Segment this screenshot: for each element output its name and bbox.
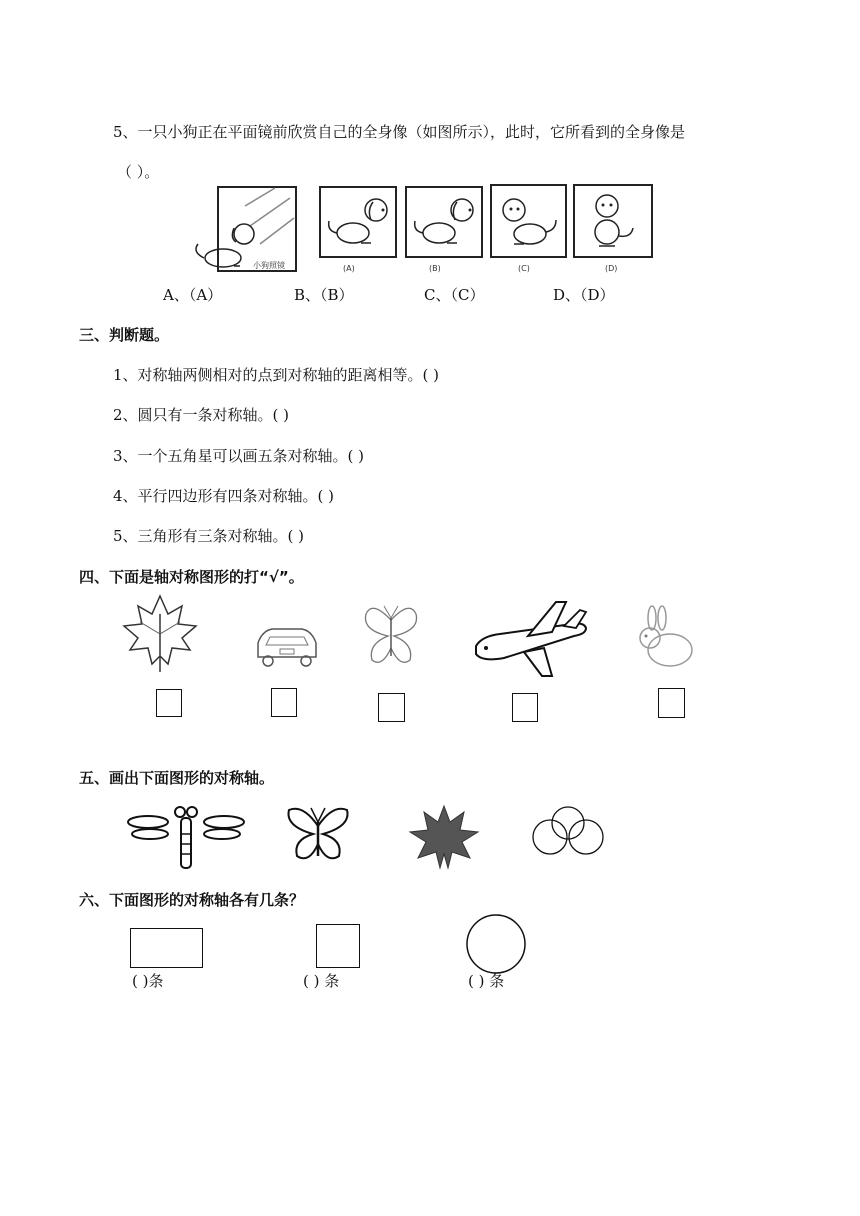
question-5-blank: （ ）。: [117, 163, 160, 181]
option-b[interactable]: B、（B）: [294, 286, 354, 304]
judge-item-3: 3、一个五角星可以画五条对称轴。( ): [113, 447, 365, 465]
judge-item-1: 1、对称轴两侧相对的点到对称轴的距离相等。( ): [113, 366, 440, 384]
checkbox-maple-leaf[interactable]: [156, 689, 182, 717]
option-a[interactable]: A、（A）: [163, 286, 223, 304]
answer-circle: ( ) 条: [468, 972, 505, 990]
checkbox-butterfly[interactable]: [378, 693, 405, 722]
judge-item-2: 2、圆只有一条对称轴。( ): [113, 406, 290, 424]
butterfly-icon: [362, 600, 420, 672]
maple-leaf-icon: [120, 594, 200, 674]
dog-side-icon: [407, 188, 485, 260]
car-icon: [252, 617, 322, 669]
three-circles-icon: [530, 805, 606, 857]
circle-shape: [466, 914, 528, 976]
section-5-title: 五、画出下面图形的对称轴。: [79, 769, 275, 787]
option-d-image: [573, 184, 653, 258]
section-3-title: 三、判断题。: [79, 326, 170, 344]
answer-rectangle: ( )条: [132, 972, 164, 990]
dog-front-icon: [575, 186, 655, 260]
butterfly-icon: [285, 804, 351, 866]
image-label-c: (C): [518, 264, 530, 273]
checkbox-car[interactable]: [271, 688, 297, 717]
mirror-caption: 小狗照镜: [253, 261, 285, 270]
image-label-d: (D): [605, 264, 618, 273]
leaf-icon: [408, 804, 480, 870]
airplane-icon: [468, 596, 592, 680]
option-b-image: [405, 186, 483, 258]
square-shape: [316, 924, 360, 968]
section-6-title: 六、下面图形的对称轴各有几条？: [79, 891, 305, 909]
answer-square: ( ) 条: [303, 972, 340, 990]
checkbox-rabbit[interactable]: [658, 688, 685, 718]
image-label-b: (B): [429, 264, 441, 273]
judge-item-5: 5、三角形有三条对称轴。( ): [113, 527, 305, 545]
dog-side-icon: [321, 188, 399, 260]
option-d[interactable]: D、（D）: [553, 286, 615, 304]
rectangle-shape: [130, 928, 203, 968]
question-5-text: 5、一只小狗正在平面镜前欣赏自己的全身像（如图所示），此时，它所看到的全身像是: [113, 123, 686, 141]
rabbit-icon: [634, 606, 702, 670]
image-label-a: (A): [343, 264, 355, 273]
dog-front-icon: [492, 186, 569, 260]
option-c[interactable]: C、（C）: [424, 286, 485, 304]
option-a-image: [319, 186, 397, 258]
checkbox-airplane[interactable]: [512, 693, 538, 722]
dragonfly-icon: [128, 804, 244, 870]
option-c-image: [490, 184, 567, 258]
judge-item-4: 4、平行四边形有四条对称轴。( ): [113, 487, 335, 505]
section-4-title: 四、下面是轴对称图形的打“√”。: [79, 568, 304, 586]
